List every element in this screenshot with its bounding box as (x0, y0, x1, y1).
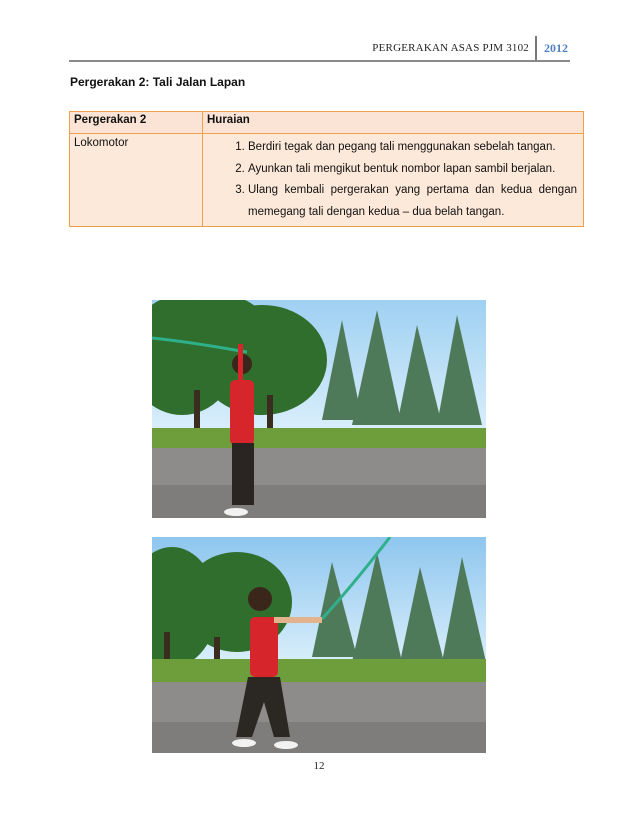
step-item: 2. Ayunkan tali mengikut bentuk nombor lapan sambil berjalan. (248, 159, 579, 181)
column-header-description: Huraian (203, 112, 584, 134)
description-cell (203, 134, 584, 227)
steps-list (207, 137, 579, 223)
section-title: Pergerakan 2: Tali Jalan Lapan (70, 75, 246, 89)
page-number: 12 (313, 760, 325, 772)
step-item: 3. Ulang kembali pergerakan yang pertama dan kedua dengan memegang tali dengan kedua – dua belah tangan. (248, 180, 579, 223)
step-item: 1. Berdiri tegak dan pegang tali menggunakan sebelah tangan. (248, 137, 579, 159)
column-header-movement: Pergerakan 2 (70, 112, 203, 134)
table-header-row (70, 112, 584, 134)
header-year: 2012 (544, 40, 568, 55)
header-rule (69, 60, 570, 62)
movement-type-cell: Lokomotor (70, 134, 203, 227)
photo-one-hand-rope (152, 300, 486, 518)
table-row (70, 134, 584, 227)
running-header (372, 36, 568, 60)
course-code: PERGERAKAN ASAS PJM 3102 (372, 42, 529, 54)
movement-table (69, 111, 584, 227)
photo-both-hands-rope (152, 537, 486, 753)
